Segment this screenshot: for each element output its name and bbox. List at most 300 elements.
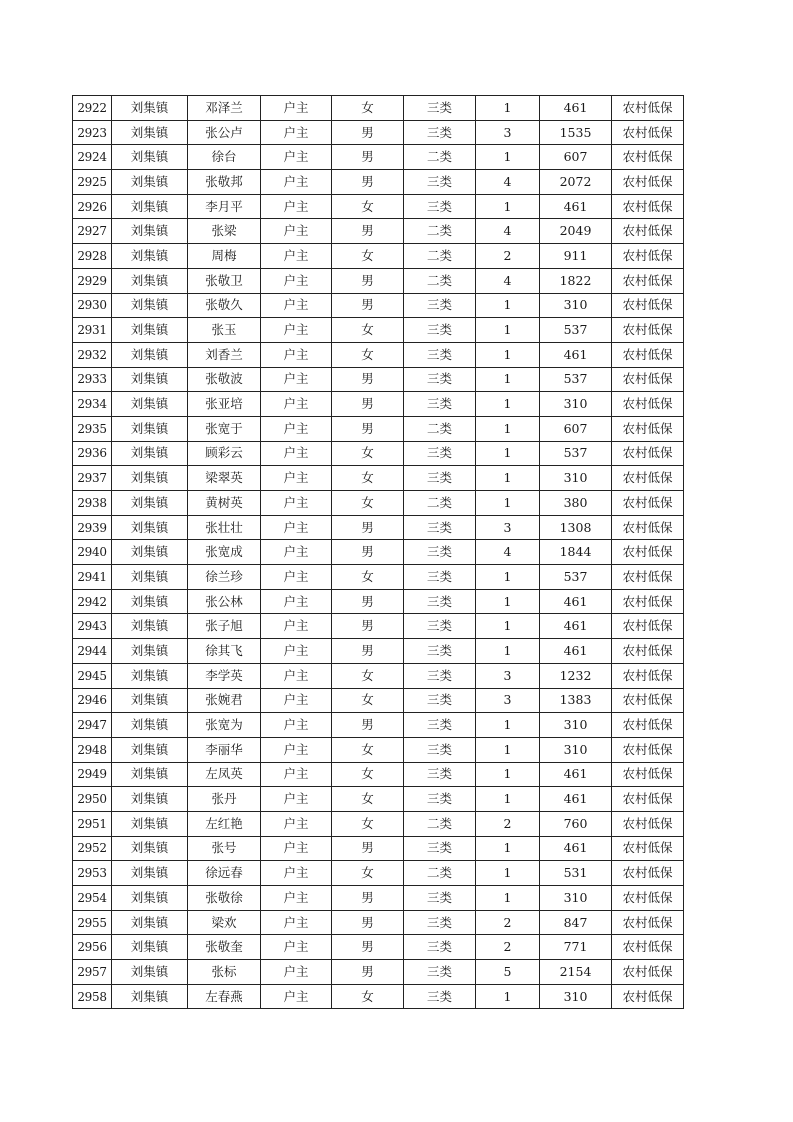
cell-gender: 女 xyxy=(332,984,404,1009)
cell-name: 张亚培 xyxy=(188,392,261,417)
cell-persons: 4 xyxy=(476,170,540,195)
cell-gender: 女 xyxy=(332,466,404,491)
cell-relation: 户主 xyxy=(261,737,332,762)
table-row xyxy=(73,688,684,713)
cell-gender: 男 xyxy=(332,836,404,861)
cell-type: 农村低保 xyxy=(612,194,684,219)
cell-number: 2948 xyxy=(73,737,112,762)
cell-persons: 2 xyxy=(476,910,540,935)
cell-relation: 户主 xyxy=(261,392,332,417)
cell-name: 张标 xyxy=(188,960,261,985)
cell-persons: 1 xyxy=(476,318,540,343)
cell-number: 2935 xyxy=(73,416,112,441)
cell-number: 2952 xyxy=(73,836,112,861)
cell-persons: 1 xyxy=(476,441,540,466)
cell-name: 徐远春 xyxy=(188,861,261,886)
roster-table xyxy=(72,95,684,1009)
cell-type: 农村低保 xyxy=(612,392,684,417)
cell-relation: 户主 xyxy=(261,416,332,441)
cell-amount: 461 xyxy=(540,762,612,787)
table-row xyxy=(73,663,684,688)
cell-type: 农村低保 xyxy=(612,219,684,244)
cell-gender: 男 xyxy=(332,145,404,170)
cell-persons: 4 xyxy=(476,219,540,244)
cell-town: 刘集镇 xyxy=(112,589,188,614)
cell-category: 三类 xyxy=(404,120,476,145)
table-row xyxy=(73,540,684,565)
cell-relation: 户主 xyxy=(261,145,332,170)
cell-name: 徐其飞 xyxy=(188,639,261,664)
cell-category: 三类 xyxy=(404,787,476,812)
cell-type: 农村低保 xyxy=(612,787,684,812)
cell-gender: 女 xyxy=(332,491,404,516)
cell-type: 农村低保 xyxy=(612,762,684,787)
cell-number: 2940 xyxy=(73,540,112,565)
cell-number: 2924 xyxy=(73,145,112,170)
cell-gender: 男 xyxy=(332,392,404,417)
cell-category: 二类 xyxy=(404,145,476,170)
cell-number: 2949 xyxy=(73,762,112,787)
cell-category: 三类 xyxy=(404,318,476,343)
cell-number: 2936 xyxy=(73,441,112,466)
cell-town: 刘集镇 xyxy=(112,565,188,590)
cell-gender: 男 xyxy=(332,639,404,664)
cell-amount: 461 xyxy=(540,194,612,219)
table-row xyxy=(73,441,684,466)
cell-town: 刘集镇 xyxy=(112,244,188,269)
table-row xyxy=(73,515,684,540)
cell-gender: 女 xyxy=(332,96,404,121)
cell-gender: 女 xyxy=(332,762,404,787)
cell-town: 刘集镇 xyxy=(112,170,188,195)
cell-town: 刘集镇 xyxy=(112,836,188,861)
cell-gender: 女 xyxy=(332,688,404,713)
cell-gender: 女 xyxy=(332,244,404,269)
cell-relation: 户主 xyxy=(261,614,332,639)
cell-category: 三类 xyxy=(404,565,476,590)
cell-town: 刘集镇 xyxy=(112,219,188,244)
cell-type: 农村低保 xyxy=(612,713,684,738)
table-row xyxy=(73,194,684,219)
cell-type: 农村低保 xyxy=(612,293,684,318)
cell-category: 三类 xyxy=(404,886,476,911)
cell-relation: 户主 xyxy=(261,787,332,812)
cell-type: 农村低保 xyxy=(612,639,684,664)
cell-persons: 3 xyxy=(476,688,540,713)
cell-number: 2944 xyxy=(73,639,112,664)
cell-number: 2950 xyxy=(73,787,112,812)
cell-name: 黄树英 xyxy=(188,491,261,516)
cell-name: 张子旭 xyxy=(188,614,261,639)
cell-gender: 男 xyxy=(332,219,404,244)
cell-persons: 4 xyxy=(476,540,540,565)
cell-town: 刘集镇 xyxy=(112,910,188,935)
cell-number: 2942 xyxy=(73,589,112,614)
table-row xyxy=(73,293,684,318)
cell-town: 刘集镇 xyxy=(112,787,188,812)
cell-amount: 911 xyxy=(540,244,612,269)
cell-amount: 461 xyxy=(540,614,612,639)
cell-type: 农村低保 xyxy=(612,268,684,293)
table-row xyxy=(73,935,684,960)
cell-gender: 男 xyxy=(332,120,404,145)
cell-number: 2928 xyxy=(73,244,112,269)
cell-number: 2932 xyxy=(73,342,112,367)
cell-persons: 2 xyxy=(476,935,540,960)
cell-town: 刘集镇 xyxy=(112,293,188,318)
cell-relation: 户主 xyxy=(261,244,332,269)
cell-town: 刘集镇 xyxy=(112,861,188,886)
cell-persons: 1 xyxy=(476,737,540,762)
cell-gender: 男 xyxy=(332,960,404,985)
cell-amount: 1822 xyxy=(540,268,612,293)
cell-relation: 户主 xyxy=(261,960,332,985)
cell-category: 二类 xyxy=(404,219,476,244)
cell-gender: 女 xyxy=(332,861,404,886)
cell-amount: 537 xyxy=(540,565,612,590)
cell-relation: 户主 xyxy=(261,836,332,861)
cell-category: 三类 xyxy=(404,910,476,935)
cell-type: 农村低保 xyxy=(612,589,684,614)
cell-persons: 1 xyxy=(476,762,540,787)
cell-number: 2947 xyxy=(73,713,112,738)
cell-relation: 户主 xyxy=(261,984,332,1009)
cell-town: 刘集镇 xyxy=(112,984,188,1009)
cell-category: 三类 xyxy=(404,342,476,367)
cell-name: 徐台 xyxy=(188,145,261,170)
cell-category: 二类 xyxy=(404,244,476,269)
cell-category: 三类 xyxy=(404,713,476,738)
cell-persons: 1 xyxy=(476,466,540,491)
cell-number: 2946 xyxy=(73,688,112,713)
cell-amount: 847 xyxy=(540,910,612,935)
cell-category: 二类 xyxy=(404,811,476,836)
cell-gender: 男 xyxy=(332,416,404,441)
cell-amount: 310 xyxy=(540,466,612,491)
cell-name: 徐兰珍 xyxy=(188,565,261,590)
cell-category: 三类 xyxy=(404,614,476,639)
cell-category: 三类 xyxy=(404,441,476,466)
cell-amount: 1844 xyxy=(540,540,612,565)
cell-town: 刘集镇 xyxy=(112,120,188,145)
cell-town: 刘集镇 xyxy=(112,960,188,985)
cell-relation: 户主 xyxy=(261,96,332,121)
cell-persons: 1 xyxy=(476,861,540,886)
cell-persons: 5 xyxy=(476,960,540,985)
cell-number: 2929 xyxy=(73,268,112,293)
table-row xyxy=(73,367,684,392)
cell-relation: 户主 xyxy=(261,811,332,836)
cell-persons: 1 xyxy=(476,836,540,861)
cell-town: 刘集镇 xyxy=(112,194,188,219)
cell-category: 三类 xyxy=(404,762,476,787)
cell-name: 李学英 xyxy=(188,663,261,688)
cell-type: 农村低保 xyxy=(612,491,684,516)
cell-persons: 1 xyxy=(476,342,540,367)
cell-name: 张公卢 xyxy=(188,120,261,145)
cell-amount: 461 xyxy=(540,589,612,614)
cell-number: 2925 xyxy=(73,170,112,195)
cell-number: 2927 xyxy=(73,219,112,244)
cell-type: 农村低保 xyxy=(612,318,684,343)
cell-persons: 3 xyxy=(476,120,540,145)
cell-relation: 户主 xyxy=(261,762,332,787)
table-row xyxy=(73,268,684,293)
cell-name: 张敬卫 xyxy=(188,268,261,293)
table-row xyxy=(73,120,684,145)
cell-category: 二类 xyxy=(404,268,476,293)
cell-type: 农村低保 xyxy=(612,861,684,886)
cell-relation: 户主 xyxy=(261,565,332,590)
cell-town: 刘集镇 xyxy=(112,466,188,491)
cell-persons: 1 xyxy=(476,145,540,170)
cell-amount: 1232 xyxy=(540,663,612,688)
cell-type: 农村低保 xyxy=(612,244,684,269)
cell-number: 2933 xyxy=(73,367,112,392)
cell-persons: 1 xyxy=(476,614,540,639)
cell-persons: 4 xyxy=(476,268,540,293)
cell-type: 农村低保 xyxy=(612,96,684,121)
cell-town: 刘集镇 xyxy=(112,614,188,639)
table-row xyxy=(73,861,684,886)
cell-gender: 女 xyxy=(332,565,404,590)
cell-category: 二类 xyxy=(404,416,476,441)
cell-number: 2922 xyxy=(73,96,112,121)
cell-type: 农村低保 xyxy=(612,836,684,861)
table-row xyxy=(73,170,684,195)
cell-amount: 461 xyxy=(540,639,612,664)
cell-amount: 380 xyxy=(540,491,612,516)
cell-name: 顾彩云 xyxy=(188,441,261,466)
cell-name: 张号 xyxy=(188,836,261,861)
cell-category: 三类 xyxy=(404,170,476,195)
cell-town: 刘集镇 xyxy=(112,416,188,441)
cell-town: 刘集镇 xyxy=(112,811,188,836)
cell-town: 刘集镇 xyxy=(112,886,188,911)
cell-number: 2938 xyxy=(73,491,112,516)
cell-type: 农村低保 xyxy=(612,170,684,195)
cell-persons: 1 xyxy=(476,491,540,516)
table-row xyxy=(73,713,684,738)
cell-gender: 女 xyxy=(332,342,404,367)
cell-type: 农村低保 xyxy=(612,811,684,836)
cell-relation: 户主 xyxy=(261,441,332,466)
cell-type: 农村低保 xyxy=(612,120,684,145)
cell-amount: 1383 xyxy=(540,688,612,713)
cell-persons: 1 xyxy=(476,984,540,1009)
cell-type: 农村低保 xyxy=(612,663,684,688)
table-row xyxy=(73,219,684,244)
cell-number: 2931 xyxy=(73,318,112,343)
cell-relation: 户主 xyxy=(261,120,332,145)
cell-gender: 男 xyxy=(332,515,404,540)
cell-relation: 户主 xyxy=(261,861,332,886)
cell-name: 梁翠英 xyxy=(188,466,261,491)
cell-amount: 537 xyxy=(540,441,612,466)
cell-amount: 310 xyxy=(540,392,612,417)
cell-number: 2926 xyxy=(73,194,112,219)
table-row xyxy=(73,491,684,516)
table-row xyxy=(73,342,684,367)
cell-town: 刘集镇 xyxy=(112,96,188,121)
cell-relation: 户主 xyxy=(261,639,332,664)
roster-body xyxy=(73,96,684,1009)
cell-persons: 1 xyxy=(476,565,540,590)
cell-category: 三类 xyxy=(404,836,476,861)
table-row xyxy=(73,984,684,1009)
cell-category: 三类 xyxy=(404,392,476,417)
cell-town: 刘集镇 xyxy=(112,441,188,466)
cell-amount: 2154 xyxy=(540,960,612,985)
table-row xyxy=(73,737,684,762)
cell-town: 刘集镇 xyxy=(112,713,188,738)
cell-persons: 1 xyxy=(476,886,540,911)
cell-persons: 1 xyxy=(476,293,540,318)
cell-name: 张敬奎 xyxy=(188,935,261,960)
cell-relation: 户主 xyxy=(261,367,332,392)
cell-category: 三类 xyxy=(404,540,476,565)
cell-gender: 男 xyxy=(332,589,404,614)
cell-type: 农村低保 xyxy=(612,145,684,170)
cell-amount: 310 xyxy=(540,984,612,1009)
cell-category: 三类 xyxy=(404,663,476,688)
cell-amount: 531 xyxy=(540,861,612,886)
cell-number: 2954 xyxy=(73,886,112,911)
cell-amount: 461 xyxy=(540,787,612,812)
cell-town: 刘集镇 xyxy=(112,515,188,540)
cell-persons: 1 xyxy=(476,392,540,417)
cell-relation: 户主 xyxy=(261,515,332,540)
cell-number: 2953 xyxy=(73,861,112,886)
cell-relation: 户主 xyxy=(261,540,332,565)
cell-town: 刘集镇 xyxy=(112,639,188,664)
cell-category: 三类 xyxy=(404,96,476,121)
cell-category: 三类 xyxy=(404,984,476,1009)
cell-town: 刘集镇 xyxy=(112,367,188,392)
cell-number: 2956 xyxy=(73,935,112,960)
table-row xyxy=(73,762,684,787)
cell-amount: 310 xyxy=(540,713,612,738)
cell-type: 农村低保 xyxy=(612,342,684,367)
cell-gender: 女 xyxy=(332,663,404,688)
cell-type: 农村低保 xyxy=(612,614,684,639)
cell-type: 农村低保 xyxy=(612,565,684,590)
cell-persons: 1 xyxy=(476,96,540,121)
cell-relation: 户主 xyxy=(261,342,332,367)
cell-number: 2958 xyxy=(73,984,112,1009)
cell-amount: 2049 xyxy=(540,219,612,244)
cell-name: 梁欢 xyxy=(188,910,261,935)
cell-town: 刘集镇 xyxy=(112,342,188,367)
cell-town: 刘集镇 xyxy=(112,737,188,762)
table-row xyxy=(73,836,684,861)
cell-number: 2957 xyxy=(73,960,112,985)
cell-gender: 男 xyxy=(332,935,404,960)
cell-name: 张宽成 xyxy=(188,540,261,565)
cell-category: 三类 xyxy=(404,737,476,762)
cell-type: 农村低保 xyxy=(612,515,684,540)
table-row xyxy=(73,96,684,121)
table-row xyxy=(73,466,684,491)
cell-number: 2951 xyxy=(73,811,112,836)
cell-relation: 户主 xyxy=(261,589,332,614)
table-row xyxy=(73,811,684,836)
cell-town: 刘集镇 xyxy=(112,318,188,343)
cell-persons: 2 xyxy=(476,811,540,836)
cell-number: 2943 xyxy=(73,614,112,639)
cell-gender: 男 xyxy=(332,170,404,195)
cell-category: 三类 xyxy=(404,935,476,960)
cell-town: 刘集镇 xyxy=(112,688,188,713)
cell-town: 刘集镇 xyxy=(112,491,188,516)
cell-persons: 1 xyxy=(476,713,540,738)
cell-relation: 户主 xyxy=(261,688,332,713)
cell-category: 三类 xyxy=(404,515,476,540)
cell-amount: 310 xyxy=(540,886,612,911)
table-row xyxy=(73,910,684,935)
cell-category: 三类 xyxy=(404,639,476,664)
cell-relation: 户主 xyxy=(261,293,332,318)
cell-gender: 男 xyxy=(332,910,404,935)
cell-amount: 1308 xyxy=(540,515,612,540)
cell-number: 2955 xyxy=(73,910,112,935)
cell-relation: 户主 xyxy=(261,713,332,738)
cell-relation: 户主 xyxy=(261,194,332,219)
cell-relation: 户主 xyxy=(261,935,332,960)
cell-type: 农村低保 xyxy=(612,960,684,985)
cell-persons: 1 xyxy=(476,367,540,392)
cell-category: 三类 xyxy=(404,367,476,392)
cell-name: 张宽为 xyxy=(188,713,261,738)
cell-relation: 户主 xyxy=(261,170,332,195)
table-row xyxy=(73,416,684,441)
table-row xyxy=(73,639,684,664)
table-row xyxy=(73,960,684,985)
cell-gender: 男 xyxy=(332,268,404,293)
cell-persons: 3 xyxy=(476,515,540,540)
cell-name: 张梁 xyxy=(188,219,261,244)
cell-persons: 1 xyxy=(476,787,540,812)
cell-amount: 2072 xyxy=(540,170,612,195)
cell-gender: 女 xyxy=(332,318,404,343)
cell-category: 三类 xyxy=(404,688,476,713)
cell-name: 张敬徐 xyxy=(188,886,261,911)
cell-town: 刘集镇 xyxy=(112,392,188,417)
cell-name: 张敬邦 xyxy=(188,170,261,195)
cell-name: 张婉君 xyxy=(188,688,261,713)
cell-amount: 607 xyxy=(540,416,612,441)
cell-relation: 户主 xyxy=(261,466,332,491)
cell-amount: 760 xyxy=(540,811,612,836)
cell-name: 张丹 xyxy=(188,787,261,812)
cell-name: 张壮壮 xyxy=(188,515,261,540)
cell-amount: 461 xyxy=(540,342,612,367)
cell-number: 2937 xyxy=(73,466,112,491)
cell-name: 邓泽兰 xyxy=(188,96,261,121)
cell-gender: 女 xyxy=(332,441,404,466)
cell-type: 农村低保 xyxy=(612,886,684,911)
cell-name: 李月平 xyxy=(188,194,261,219)
cell-type: 农村低保 xyxy=(612,688,684,713)
cell-type: 农村低保 xyxy=(612,984,684,1009)
cell-category: 三类 xyxy=(404,194,476,219)
cell-persons: 3 xyxy=(476,663,540,688)
cell-persons: 1 xyxy=(476,416,540,441)
cell-town: 刘集镇 xyxy=(112,663,188,688)
cell-category: 三类 xyxy=(404,466,476,491)
cell-type: 农村低保 xyxy=(612,935,684,960)
cell-gender: 男 xyxy=(332,713,404,738)
